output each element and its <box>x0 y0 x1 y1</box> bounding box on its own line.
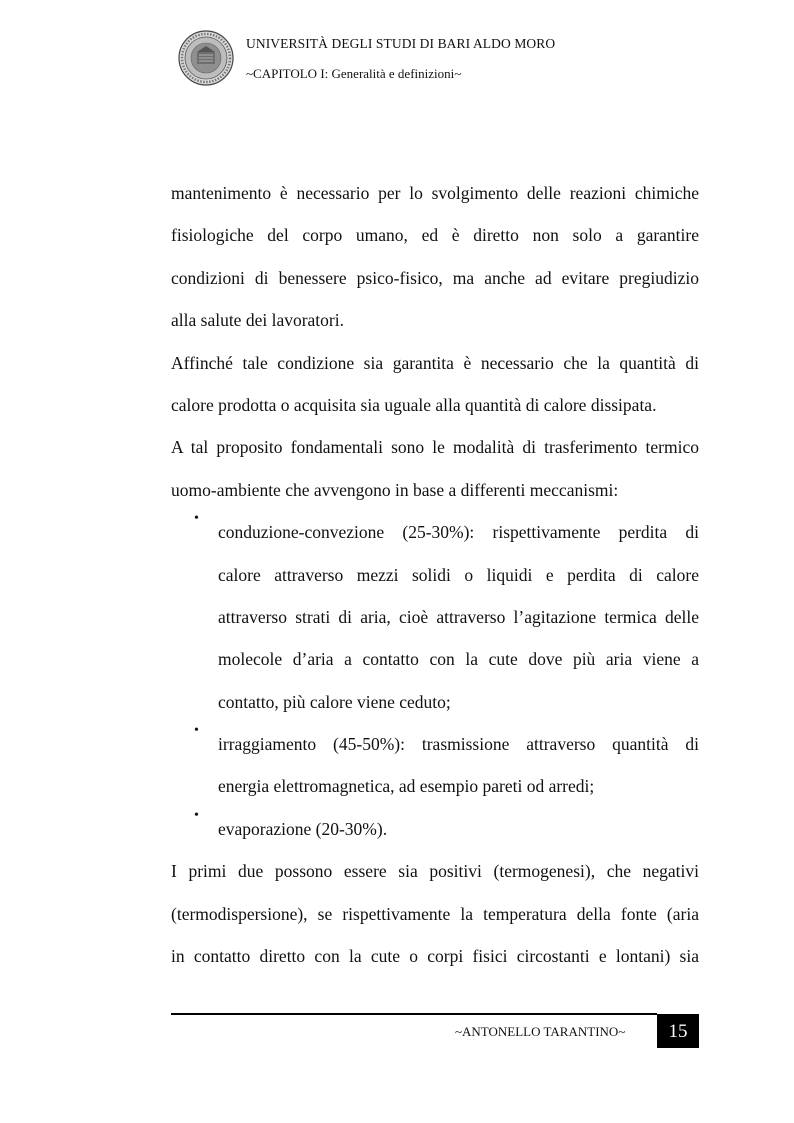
body-text <box>171 172 699 977</box>
header-university: UNIVERSITÀ DEGLI STUDI DI BARI ALDO MORO <box>246 36 556 51</box>
bullet-icon: • <box>194 807 199 823</box>
list-item <box>171 511 699 723</box>
footer-author: ~ANTONELLO TARANTINO~ <box>455 1024 626 1039</box>
paragraph-line: uomo-ambiente che avvengono in base a differenti meccanismi: <box>171 479 619 500</box>
list-item <box>171 808 699 850</box>
paragraph-line: I primi due possono essere sia positivi (termogenesi), che negativi <box>171 861 699 882</box>
list-item-line: attraverso strati di aria, cioè attraverso l’agitazione termica delle <box>218 606 699 627</box>
paragraph-line: fisiologiche del corpo umano, ed è diretto non solo a garantire <box>171 225 699 246</box>
paragraph-line: (termodispersione), se rispettivamente la temperatura della fonte (aria <box>171 903 699 924</box>
list-item-line: energia elettromagnetica, ad esempio pareti od arredi; <box>218 776 595 797</box>
list-item <box>171 723 699 808</box>
list-item-line: evaporazione (20-30%). <box>218 818 388 839</box>
list-item-line: contatto, più calore viene ceduto; <box>218 691 451 712</box>
paragraph-line: alla salute dei lavoratori. <box>171 310 344 331</box>
list-item-line: irraggiamento (45-50%): trasmissione attraverso quantità di <box>218 734 699 755</box>
paragraph-line: A tal proposito fondamentali sono le modalità di trasferimento termico <box>171 437 699 458</box>
paragraph-line: Affinché tale condizione sia garantita è necessario che la quantità di <box>171 352 699 373</box>
list-item-line: conduzione-convezione (25-30%): rispettivamente perdita di <box>218 522 699 543</box>
paragraph-line: in contatto diretto con la cute o corpi fisici circostanti e lontani) sia <box>171 946 699 967</box>
university-seal-icon <box>178 30 234 86</box>
paragraph-line: calore prodotta o acquisita sia uguale alla quantità di calore dissipata. <box>171 394 657 415</box>
paragraph-line: condizioni di benessere psico-fisico, ma anche ad evitare pregiudizio <box>171 267 699 288</box>
paragraph-line: mantenimento è necessario per lo svolgimento delle reazioni chimiche <box>171 183 699 203</box>
page-number: 15 <box>657 1014 699 1048</box>
list-item-line: molecole d’aria a contatto con la cute dove più aria viene a <box>218 649 699 670</box>
header-chapter: ~CAPITOLO I: Generalità e definizioni~ <box>246 66 462 81</box>
bullet-icon: • <box>194 723 199 739</box>
list-item-line: calore attraverso mezzi solidi o liquidi e perdita di calore <box>218 564 699 585</box>
bullet-icon: • <box>194 511 199 527</box>
footer-rule <box>171 1013 657 1015</box>
